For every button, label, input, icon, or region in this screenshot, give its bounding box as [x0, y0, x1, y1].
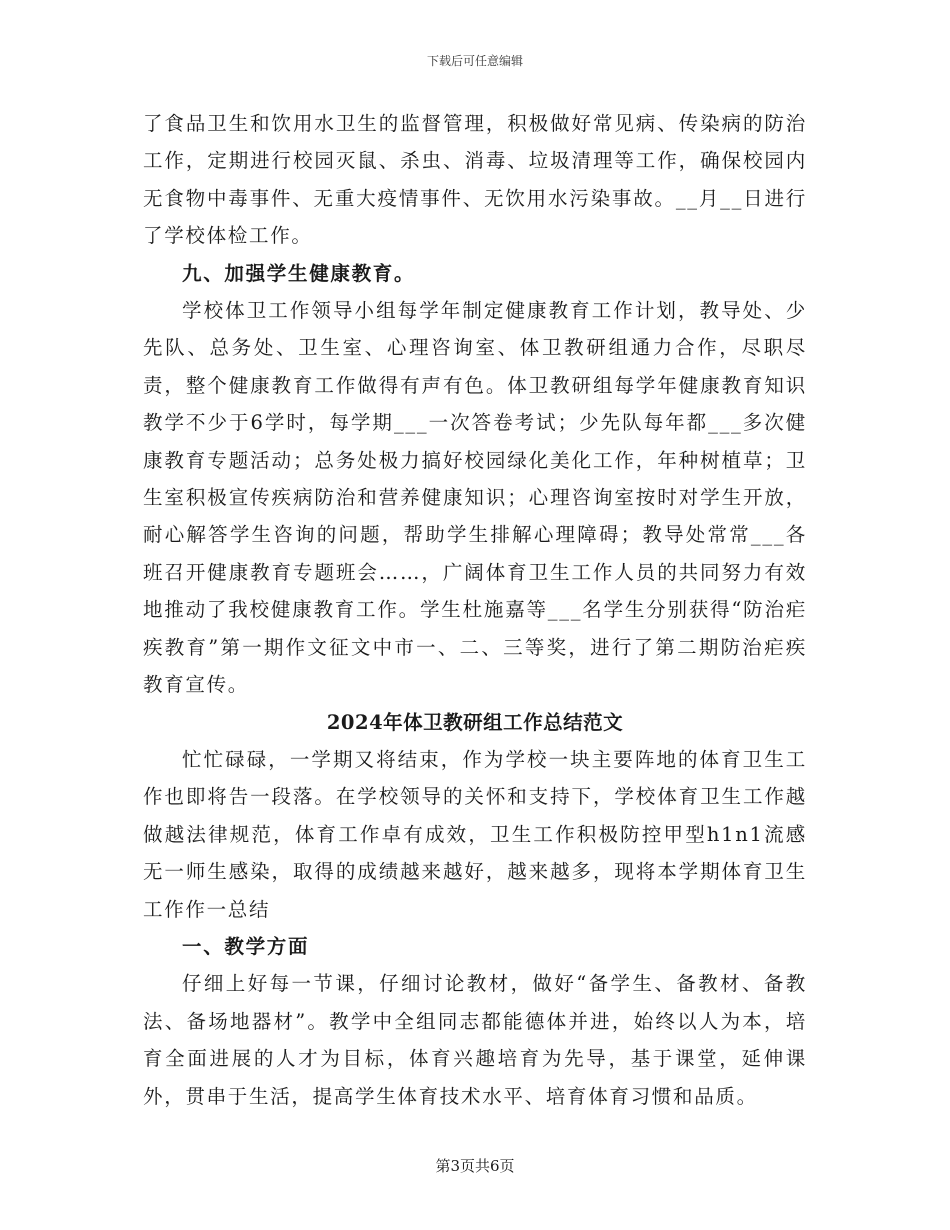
- section-heading-teaching: 一、教学方面: [182, 934, 310, 958]
- document-body: [143, 105, 807, 1115]
- page-number: 第3页共6页: [435, 1157, 515, 1175]
- paragraph-food-hygiene: 了食品卫生和饮用水卫生的监督管理，积极做好常见病、传染病的防治工作，定期进行校园灭鼠、杀虫、消毒、垃圾清理等工作，确保校园内无食物中毒事件、无重大疫情事件、无饮用水污染事故。__月__日进行了学校体检工作。: [143, 112, 807, 248]
- document-title: 2024年体卫教研组工作总结范文: [326, 710, 624, 734]
- paragraph-health-education: 学校体卫工作领导小组每学年制定健康教育工作计划，教导处、少先队、总务处、卫生室、心理咨询室、体卫教研组通力合作，尽职尽责，整个健康教育工作做得有声有色。体卫教研组每学年健康教育知识教学不少于6学时，每学期___一次答卷考试；少先队每年都___多次健康教育专题活动；总务处极力搞好校园绿化美化工作，年种树植草；卫生室积极宣传疾病防治和营养健康知识；心理咨询室按时对学生开放，耐心解答学生咨询的问题，帮助学生排解心理障碍；教导处常常___各班召开健康教育专题班会……，广阔体育卫生工作人员的共同努力有效地推动了我校健康教育工作。学生杜施嘉等___名学生分别获得“防治疟疾教育”第一期作文征文中市一、二、三等奖，进行了第二期防治疟疾教育宣传。: [143, 299, 807, 697]
- section-heading-health-education: 九、加强学生健康教育。: [182, 261, 416, 285]
- paragraph-teaching: 仔细上好每一节课，仔细讨论教材，做好“备学生、备教材、备教法、备场地器材”。教学中全组同志都能德体并进，始终以人为本，培育全面进展的人才为目标，体育兴趣培育为先导，基于课堂，延伸课外，贯串于生活，提高学生体育技术水平、培育体育习惯和品质。: [143, 972, 807, 1108]
- paragraph-introduction: 忙忙碌碌，一学期又将结束，作为学校一块主要阵地的体育卫生工作也即将告一段落。在学校领导的关怀和支持下，学校体育卫生工作越做越法律规范，体育工作卓有成效，卫生工作积极防控甲型h1n1流感无一师生感染，取得的成绩越来越好，越来越多，现将本学期体育卫生工作作一总结: [143, 747, 807, 921]
- header-note: 下载后可任意编辑: [426, 54, 523, 68]
